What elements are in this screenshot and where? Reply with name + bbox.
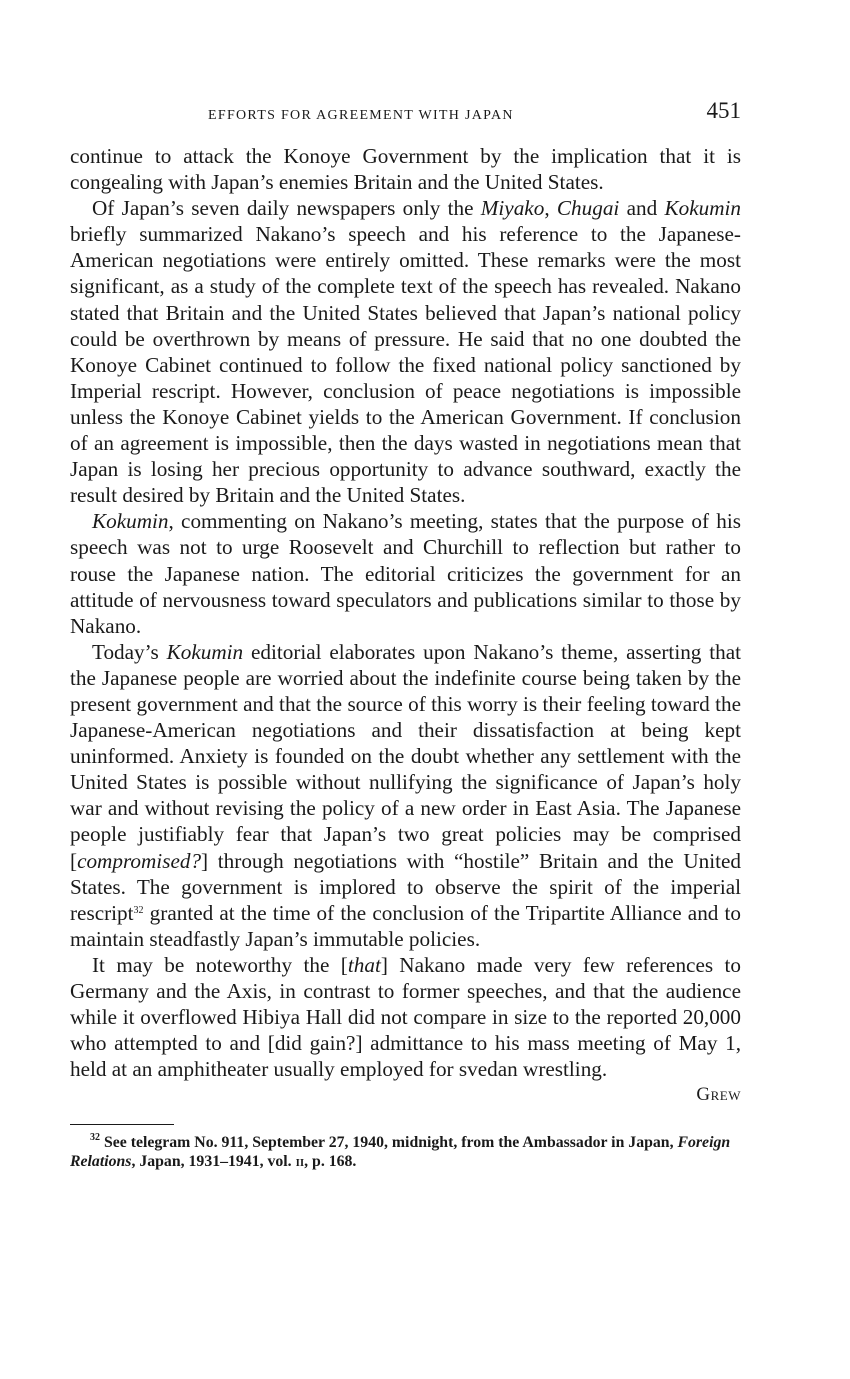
document-page xyxy=(70,96,741,1171)
paragraph-text: , xyxy=(544,196,557,221)
newspaper-name: Kokumin xyxy=(92,509,169,534)
paragraph-text: briefly summarized Nakano’s speech and his reference to the Japanese-American negotiations were entirely omitted. These remarks were the most significant, as a study of the complete text of the speech has revealed. Nakano stated that Britain and the United States believed that Japan’s national policy could be overthrown by means of pressure. He said that no one doubted the Konoye Cabinet continued to follow the fixed national policy sanctioned by Imperial rescript. However, conclusion of peace negotiations is impossible unless the Konoye Cabinet yields to the American Government. If conclusion of an agreement is impossible, then the days wasted in negotiations mean that Japan is losing her precious opportunity to advance southward, exactly the result desired by Britain and the United States. xyxy=(70,222,741,508)
paragraph-text: ] Nakano made very few references to Germany and the Axis, in contrast to former speeches, and that the audience while it overflowed Hibiya Hall did not compare in size to the reported 20,000 who attempted to and [did gain?] admittance to his mass meeting of May 1, held at an amphitheater usually employed for svedan wrestling. xyxy=(70,952,741,1082)
newspaper-name: Chugai xyxy=(556,196,620,221)
footnote-text: See telegram No. 911, September 27, 1940, midnight, from the Ambassador in Japan, xyxy=(100,1134,678,1152)
footnote-text: , Japan, 1931–1941, vol. xyxy=(131,1153,296,1171)
paragraph-text: ] through negotiations with “hostile” Britain and the United States. The government is implored to observe the spirit of the imperial rescript xyxy=(70,848,741,925)
paragraph-4 xyxy=(70,639,741,952)
paragraph-text: Today’s xyxy=(92,639,167,664)
footnote-reference[interactable]: 32 xyxy=(133,904,144,916)
newspaper-name: Miyako xyxy=(480,196,545,221)
editorial-insertion: compromised? xyxy=(77,848,202,873)
paragraph-text: Of Japan’s seven daily newspapers only the xyxy=(92,196,481,221)
footnote xyxy=(70,1133,741,1171)
paragraph-1 xyxy=(70,143,741,195)
publication-title: Foreign Relations xyxy=(70,1134,731,1171)
paragraph-text: , commenting on Nakano’s meeting, states that the purpose of his speech was not to urge Roosevelt and Churchill to reflection but rather to rouse the Japanese nation. The editorial criticizes the government for an attitude of nervousness toward speculators and publications similar to those by Nakano. xyxy=(70,509,741,638)
paragraph-3 xyxy=(70,508,741,638)
editorial-insertion: that xyxy=(347,952,381,977)
paragraph-text: continue to attack the Konoye Government by the implication that it is congealing with Japan’s enemies Britain and the United States. xyxy=(70,144,741,195)
page-number: 451 xyxy=(706,98,741,123)
running-title: EFFORTS FOR AGREEMENT WITH JAPAN xyxy=(208,108,514,123)
paragraph-5 xyxy=(70,952,741,1082)
signature: Grew xyxy=(696,1084,741,1106)
paragraph-text: It may be noteworthy the [ xyxy=(92,952,348,977)
paragraph-2 xyxy=(70,195,741,508)
newspaper-name: Kokumin xyxy=(664,196,742,221)
footnote-number: 32 xyxy=(90,1132,100,1144)
footnote-divider xyxy=(70,1124,174,1125)
paragraph-text: granted at the time of the conclusion of the Tripartite Alliance and to maintain steadfastly Japan’s immutable policies. xyxy=(70,900,741,951)
body-text xyxy=(70,143,741,1082)
running-head xyxy=(70,96,741,130)
newspaper-name: Kokumin xyxy=(166,639,244,664)
paragraph-text: editorial elaborates upon Nakano’s theme, asserting that the Japanese people are worried about the indefinite course being taken by the present government and that the source of this worry is their feeling toward the Japanese-American negotiations and their dissatisfaction at being kept uninformed. Anxiety is founded on the doubt whether any settlement with the United States is possible without nullifying the significance of Japan’s holy war and without revising the policy of a new order in East Asia. The Japanese people justifiably fear that Japan’s two great policies may be comprised [ xyxy=(70,639,742,873)
footnote-text: , p. 168. xyxy=(304,1153,357,1171)
volume-number: ii xyxy=(295,1153,305,1171)
paragraph-text: and xyxy=(619,196,665,221)
